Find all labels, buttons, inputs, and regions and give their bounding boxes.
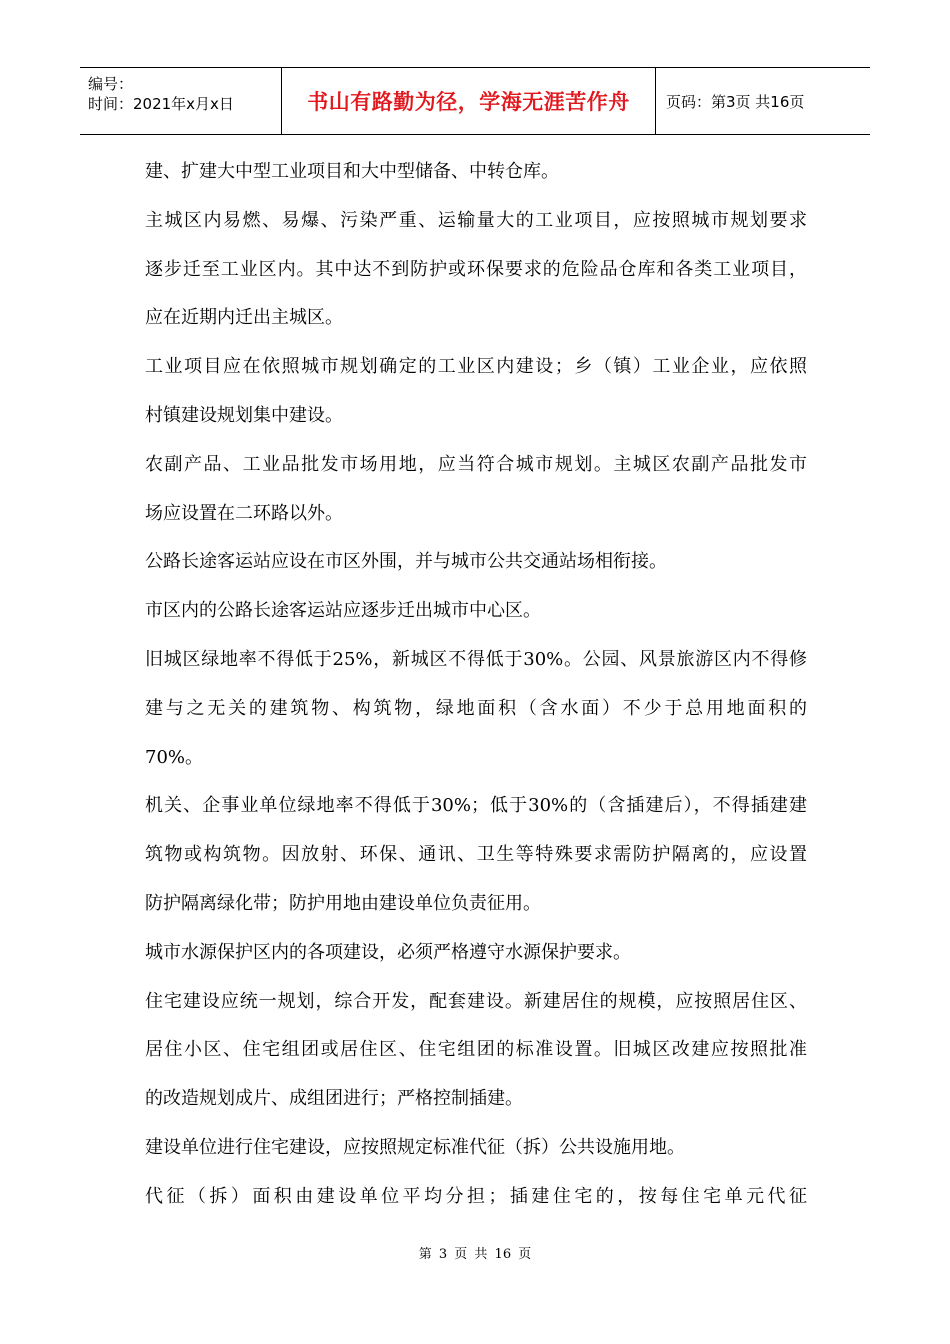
document-date-label: 时间：2021年x月x日 bbox=[88, 95, 234, 113]
body-line: 场应设置在二环路以外。 bbox=[145, 502, 343, 524]
body-line: 工业项目应在依照城市规划确定的工业区内建设；乡（镇）工业企业，应依照 bbox=[145, 356, 807, 378]
body-line: 逐步迁至工业区内。其中达不到防护或环保要求的危险品仓库和各类工业项目， bbox=[145, 258, 807, 280]
body-line: 旧城区绿地率不得低于25%，新城区不得低于30%。公园、风景旅游区内不得修 bbox=[145, 648, 807, 670]
body-line: 住宅建设应统一规划，综合开发，配套建设。新建居住的规模，应按照居住区、 bbox=[145, 990, 807, 1012]
body-line: 筑物或构筑物。因放射、环保、通讯、卫生等特殊要求需防护隔离的，应设置 bbox=[145, 844, 807, 866]
header-page-number: 页码：第3页 共16页 bbox=[666, 92, 805, 111]
body-line: 应在近期内迁出主城区。 bbox=[145, 307, 343, 329]
body-line: 主城区内易燃、易爆、污染严重、运输量大的工业项目，应按照城市规划要求 bbox=[145, 209, 807, 231]
body-line: 代征（拆）面积由建设单位平均分担；插建住宅的，按每住宅单元代征 bbox=[145, 1185, 807, 1207]
body-line: 防护隔离绿化带；防护用地由建设单位负责征用。 bbox=[145, 892, 541, 914]
body-line: 居住小区、住宅组团或居住区、住宅组团的标准设置。旧城区改建应按照批准 bbox=[145, 1039, 807, 1061]
body-line: 市区内的公路长途客运站应逐步迁出城市中心区。 bbox=[145, 600, 541, 622]
document-header bbox=[80, 67, 870, 135]
body-line: 机关、企事业单位绿地率不得低于30%；低于30%的（含插建后），不得插建建 bbox=[145, 795, 807, 817]
body-line: 建与之无关的建筑物、构筑物，绿地面积（含水面）不少于总用地面积的 bbox=[145, 697, 807, 719]
body-line: 的改造规划成片、成组团进行；严格控制插建。 bbox=[145, 1088, 523, 1110]
body-line: 建、扩建大中型工业项目和大中型储备、中转仓库。 bbox=[145, 161, 559, 182]
body-line: 城市水源保护区内的各项建设，必须严格遵守水源保护要求。 bbox=[145, 941, 631, 963]
body-line: 农副产品、工业品批发市场用地，应当符合城市规划。主城区农副产品批发市 bbox=[145, 453, 807, 475]
header-meta-cell bbox=[80, 68, 282, 134]
document-number-label: 编号： bbox=[88, 75, 134, 93]
body-line: 村镇建设规划集中建设。 bbox=[145, 404, 343, 426]
header-motto: 书山有路勤为径，学海无涯苦作舟 bbox=[282, 68, 656, 134]
page-footer: 第 3 页 共 16 页 bbox=[418, 1247, 532, 1262]
document-body bbox=[145, 152, 815, 1226]
body-line: 建设单位进行住宅建设，应按照规定标准代征（拆）公共设施用地。 bbox=[145, 1136, 685, 1158]
body-line: 70%。 bbox=[145, 746, 204, 768]
body-line: 公路长途客运站应设在市区外围，并与城市公共交通站场相衔接。 bbox=[145, 551, 667, 573]
